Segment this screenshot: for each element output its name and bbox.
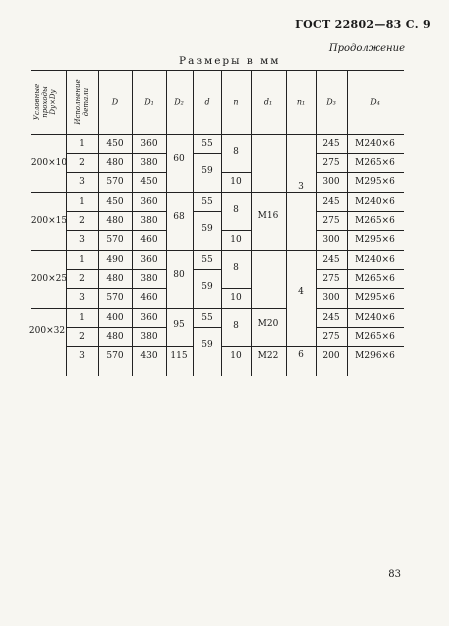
n-split-line: [221, 346, 251, 347]
D3-cell: 245: [322, 197, 340, 207]
exec-cell: 1: [79, 139, 85, 149]
d-split-line: [193, 211, 221, 212]
row-separator: [66, 346, 166, 347]
nominal-cell: 200×10: [30, 158, 68, 168]
d-cell: 59: [201, 224, 213, 234]
n1-split-line: [286, 346, 316, 347]
d-cell: 55: [201, 197, 213, 207]
header-n: n: [233, 97, 239, 107]
table-top-border: [31, 70, 404, 71]
n-cell: 8: [233, 263, 239, 273]
d1-split-line: [251, 346, 286, 347]
header-D2: D₂: [174, 97, 184, 107]
D4-cell: M240×6: [355, 313, 395, 323]
D3-cell: 275: [322, 158, 340, 168]
exec-cell: 2: [79, 332, 85, 342]
n1-cell: 4: [298, 287, 304, 297]
D4-cell: M295×6: [355, 177, 395, 187]
D3-cell: 245: [322, 139, 340, 149]
row-separator: [316, 211, 404, 212]
D2-cell: 95: [173, 320, 185, 330]
nominal-cell: 200×32: [28, 326, 66, 336]
n-cell: 8: [233, 205, 239, 215]
D4-cell: M265×6: [355, 332, 395, 342]
column-divider: [166, 70, 167, 376]
header-execution: Исполнение детали: [74, 79, 90, 125]
D4-cell: M240×6: [355, 139, 395, 149]
row-separator: [66, 172, 166, 173]
header-D1: D₁: [144, 97, 154, 107]
D2-cell: 68: [173, 212, 185, 222]
n-cell: 10: [230, 351, 242, 361]
exec-cell: 3: [79, 351, 85, 361]
n-cell: 10: [230, 177, 242, 187]
row-separator: [316, 153, 404, 154]
row-separator: [66, 327, 166, 328]
row-separator: [66, 230, 166, 231]
D1-cell: 360: [140, 139, 158, 149]
D-cell: 450: [106, 197, 124, 207]
D1-cell: 380: [140, 216, 158, 226]
d-cell: 59: [201, 282, 213, 292]
row-separator: [66, 269, 166, 270]
D4-cell: M265×6: [355, 274, 395, 284]
d-cell: 55: [201, 255, 213, 265]
column-divider: [251, 70, 252, 376]
n-split-line: [221, 288, 251, 289]
dimensions-caption: Размеры в мм: [179, 55, 281, 67]
header-bottom-border: [31, 134, 404, 135]
exec-cell: 2: [79, 274, 85, 284]
D2-cell: 80: [173, 270, 185, 280]
column-divider: [316, 70, 317, 376]
row-separator: [316, 172, 404, 173]
exec-cell: 1: [79, 197, 85, 207]
D3-cell: 300: [322, 235, 340, 245]
n-cell: 8: [233, 321, 239, 331]
group-separator: [316, 308, 404, 309]
d-split-line: [193, 269, 221, 270]
D2-cell: 115: [170, 351, 188, 361]
D-cell: 570: [106, 177, 124, 187]
header-nominal: Условные проходы Dу×Dу: [33, 83, 57, 121]
row-separator: [66, 211, 166, 212]
nominal-cell: 200×15: [30, 216, 68, 226]
n-split-line: [221, 230, 251, 231]
D4-cell: M265×6: [355, 216, 395, 226]
row-separator: [316, 230, 404, 231]
page-number: 83: [388, 569, 401, 580]
n-cell: 10: [230, 235, 242, 245]
header-d: d: [204, 97, 210, 107]
column-divider: [132, 70, 133, 376]
continuation-label: Продолжение: [328, 43, 405, 54]
row-separator: [316, 327, 404, 328]
header-D: D: [111, 97, 119, 107]
D-cell: 400: [106, 313, 124, 323]
d-split-line: [193, 153, 221, 154]
D3-cell: 245: [322, 255, 340, 265]
D3-cell: 245: [322, 313, 340, 323]
D2-cell: 60: [173, 154, 185, 164]
n-cell: 10: [230, 293, 242, 303]
column-divider: [286, 70, 287, 376]
d1-cell: M22: [257, 351, 279, 361]
D-cell: 570: [106, 351, 124, 361]
header-n1: n₁: [296, 97, 306, 107]
exec-cell: 1: [79, 255, 85, 265]
group-separator: [31, 308, 286, 309]
column-divider: [98, 70, 99, 376]
header-d1: d₁: [263, 97, 273, 107]
d-cell: 55: [201, 139, 213, 149]
d-cell: 55: [201, 313, 213, 323]
D1-cell: 380: [140, 158, 158, 168]
D1-cell: 460: [140, 293, 158, 303]
n1-cell: 6: [298, 350, 304, 360]
exec-cell: 3: [79, 293, 85, 303]
D3-cell: 300: [322, 177, 340, 187]
n-cell: 8: [233, 147, 239, 157]
group-separator: [31, 192, 404, 193]
exec-cell: 1: [79, 313, 85, 323]
exec-cell: 3: [79, 177, 85, 187]
row-separator: [316, 288, 404, 289]
column-divider: [221, 70, 222, 376]
D4-cell: M295×6: [355, 235, 395, 245]
d1-cell: M20: [257, 319, 279, 329]
D4-cell: M240×6: [355, 197, 395, 207]
D1-cell: 430: [140, 351, 158, 361]
n1-cell: 3: [298, 182, 304, 192]
D-cell: 480: [106, 158, 124, 168]
d1-split-line: [251, 308, 286, 309]
D3-cell: 275: [322, 332, 340, 342]
D-cell: 480: [106, 216, 124, 226]
header-D3: D₃: [326, 97, 336, 107]
column-divider: [193, 70, 194, 376]
D4-cell: M265×6: [355, 158, 395, 168]
D3-cell: 200: [322, 351, 340, 361]
row-separator: [66, 153, 166, 154]
D1-cell: 360: [140, 313, 158, 323]
d-cell: 59: [201, 166, 213, 176]
standard-header: ГОСТ 22802—83 С. 9: [295, 18, 431, 31]
d-split-line: [193, 327, 221, 328]
D1-cell: 360: [140, 197, 158, 207]
D-cell: 450: [106, 139, 124, 149]
nominal-cell: 200×25: [30, 274, 68, 284]
D-cell: 490: [106, 255, 124, 265]
row-separator: [316, 269, 404, 270]
d2-split-line: [166, 346, 193, 347]
D-cell: 480: [106, 332, 124, 342]
D1-cell: 460: [140, 235, 158, 245]
n-split-line: [221, 172, 251, 173]
D3-cell: 300: [322, 293, 340, 303]
D1-cell: 360: [140, 255, 158, 265]
D-cell: 480: [106, 274, 124, 284]
D1-cell: 450: [140, 177, 158, 187]
dimensions-table: [28, 70, 404, 376]
row-separator: [66, 288, 166, 289]
row-separator: [316, 346, 404, 347]
d-cell: 59: [201, 340, 213, 350]
exec-cell: 2: [79, 216, 85, 226]
D4-cell: M296×6: [355, 351, 395, 361]
D-cell: 570: [106, 235, 124, 245]
d1-cell: M16: [257, 211, 279, 221]
group-separator: [31, 250, 404, 251]
column-divider: [347, 70, 348, 376]
D3-cell: 275: [322, 216, 340, 226]
D4-cell: M240×6: [355, 255, 395, 265]
exec-cell: 2: [79, 158, 85, 168]
D4-cell: M295×6: [355, 293, 395, 303]
D1-cell: 380: [140, 332, 158, 342]
D-cell: 570: [106, 293, 124, 303]
D1-cell: 380: [140, 274, 158, 284]
exec-cell: 3: [79, 235, 85, 245]
D3-cell: 275: [322, 274, 340, 284]
header-D4: D₄: [370, 97, 380, 107]
